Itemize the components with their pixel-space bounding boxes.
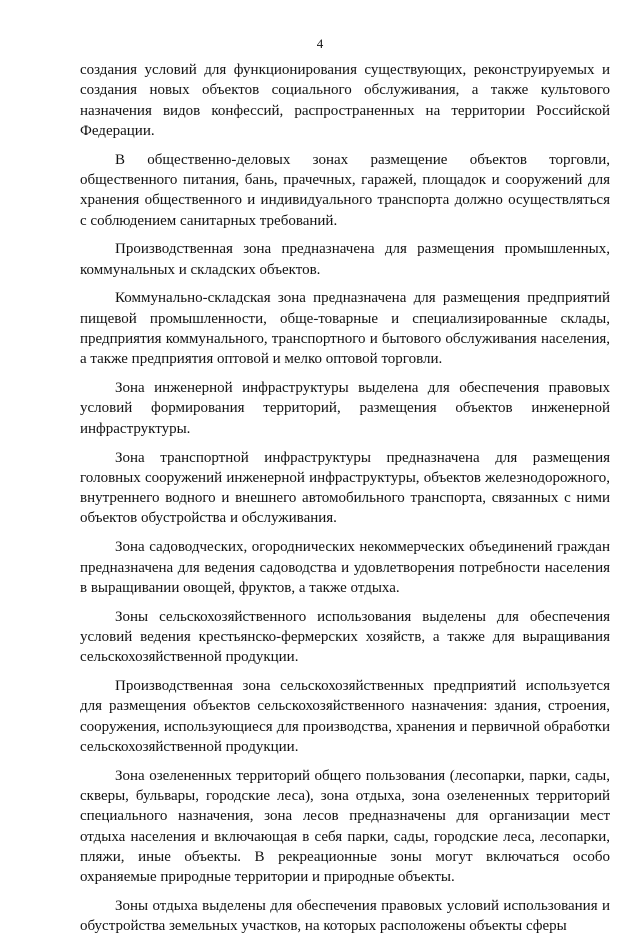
paragraph: Зона инженерной инфраструктуры выделена для обеспечения правовых условий формирования территорий, размещения объектов инженерной инфраструктуры. — [80, 380, 610, 437]
document-body — [80, 60, 610, 945]
paragraph: Производственная зона предназначена для размещения промышленных, коммунальных и складских объектов. — [80, 241, 610, 278]
paragraph: Зоны отдыха выделены для обеспечения правовых условий использования и обустройства земельных участков, на которых расположены объекты сферы — [80, 897, 610, 935]
paragraph: Зона озелененных территорий общего пользования (лесопарки, парки, сады, скверы, бульвары, городские леса), зона отдыха, зона озелененных территорий специального назначения, зона лесов предназначены для организации мест отдыха населения и включающая в себя парки, сады, городские леса, лесопарки, пляжи, иные объекты. В рекреационные зоны могут включаться особо охраняемые природные территории и природные объекты. — [80, 767, 610, 886]
page-number: 4 — [316, 36, 324, 51]
paragraph: Коммунально-складская зона предназначена для размещения предприятий пищевой промышленности, обще-товарные и специализированные склады, предприятия коммунального, транспортного и бытового обслуживания населения, а также предприятия оптовой и мелко оптовой торговли. — [80, 290, 610, 368]
paragraph: создания условий для функционирования существующих, реконструируемых и создания новых объектов социального обслуживания, а также культового назначения видов конфессий, распространенных на территории Российской Федерации. — [80, 62, 610, 139]
paragraph: Зона садоводческих, огороднических некоммерческих объединений граждан предназначена для ведения садоводства и удовлетворения потребности населения в выращивании овощей, фруктов, а также отдыха. — [80, 539, 610, 596]
paragraph: Зона транспортной инфраструктуры предназначена для размещения головных сооружений инженерной инфраструктуры, объектов железнодорожного, внутреннего водного и внешнего автомобильного транспорта, связанных с ними объектов обустройства и обслуживания. — [80, 449, 610, 527]
paragraph: Производственная зона сельскохозяйственных предприятий используется для размещения объектов сельскохозяйственного назначения: здания, строения, сооружения, использующиеся для производства, хранения и первичной обработки сельскохозяйственной продукции. — [80, 678, 610, 755]
paragraph: Зоны сельскохозяйственного использования выделены для обеспечения условий ведения крестьянско-фермерских хозяйств, а также для выращивания сельскохозяйственной продукции. — [80, 608, 610, 666]
paragraph: В общественно-деловых зонах размещение объектов торговли, общественного питания, бань, прачечных, гаражей, площадок и сооружений для хранения общественного и индивидуального транспорта должно осуществляться с соблюдением санитарных требований. — [80, 151, 610, 229]
